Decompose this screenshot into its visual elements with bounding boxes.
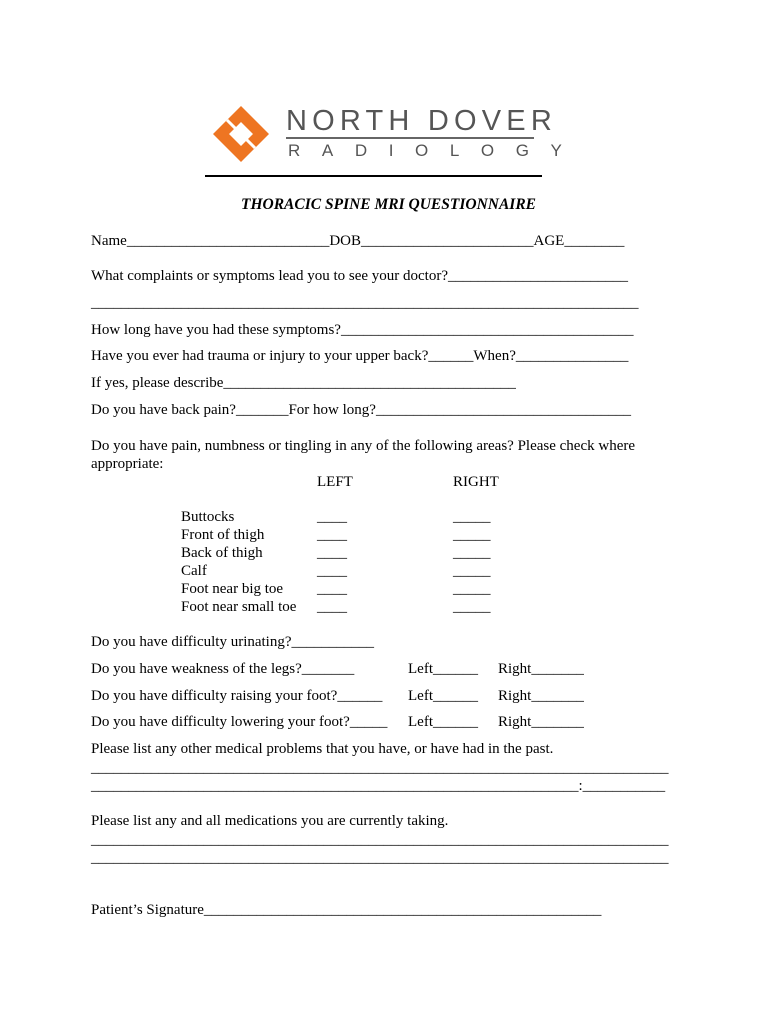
- left-check-blank[interactable]: ____: [317, 509, 347, 525]
- right-check-blank[interactable]: _____: [453, 509, 491, 525]
- left-column-header: LEFT: [317, 474, 353, 490]
- lowering-foot-left-blank[interactable]: Left______: [408, 714, 478, 730]
- medications-line[interactable]: _____________________________________________________________________________: [91, 832, 669, 848]
- lowering-foot-field[interactable]: Do you have difficulty lowering your foot?_____: [91, 714, 388, 730]
- area-label: Buttocks: [181, 509, 235, 525]
- pain-question: Do you have pain, numbness or tingling in any of the following areas? Please check where: [91, 438, 636, 454]
- left-check-blank[interactable]: ____: [317, 545, 347, 561]
- patient-signature-field[interactable]: Patient’s Signature_____________________________________________________: [91, 902, 602, 918]
- medications-line[interactable]: _____________________________________________________________________________: [91, 850, 669, 866]
- brand-name-radiology: RADIOLOGY: [288, 141, 584, 160]
- diamond-logo-icon: [210, 104, 272, 164]
- area-label: Foot near small toe: [181, 599, 297, 615]
- right-column-header: RIGHT: [453, 474, 499, 490]
- leg-weakness-left-blank[interactable]: Left______: [408, 661, 478, 677]
- brand-name-north-dover: NORTH DOVER: [286, 105, 557, 137]
- name-dob-age-line[interactable]: Name___________________________DOB_______________________AGE________: [91, 233, 625, 249]
- brand-divider: [286, 137, 534, 139]
- symptom-duration-field[interactable]: How long have you had these symptoms?_______________________________________: [91, 322, 634, 338]
- right-check-blank[interactable]: _____: [453, 581, 491, 597]
- complaints-field[interactable]: What complaints or symptoms lead you to see your doctor?________________________: [91, 268, 629, 284]
- trauma-field[interactable]: Have you ever had trauma or injury to your upper back?______When?_______________: [91, 348, 629, 364]
- area-label: Back of thigh: [181, 545, 263, 561]
- leg-weakness-field[interactable]: Do you have weakness of the legs?_______: [91, 661, 355, 677]
- form-title: THORACIC SPINE MRI QUESTIONNAIRE: [241, 196, 537, 213]
- right-check-blank[interactable]: _____: [453, 599, 491, 615]
- raising-foot-right-blank[interactable]: Right_______: [498, 688, 584, 704]
- complaints-continuation-line[interactable]: _________________________________________________________________________: [91, 295, 639, 311]
- urinating-field[interactable]: Do you have difficulty urinating?___________: [91, 634, 375, 650]
- back-pain-field[interactable]: Do you have back pain?_______For how long?__________________________________: [91, 402, 631, 418]
- header-rule: [205, 175, 542, 177]
- area-label: Foot near big toe: [181, 581, 284, 597]
- medical-problems-line[interactable]: _____________________________________________________________________________: [91, 760, 669, 776]
- area-label: Calf: [181, 563, 207, 579]
- left-check-blank[interactable]: ____: [317, 599, 347, 615]
- right-check-blank[interactable]: _____: [453, 527, 491, 543]
- raising-foot-left-blank[interactable]: Left______: [408, 688, 478, 704]
- medications-prompt: Please list any and all medications you are currently taking.: [91, 813, 449, 829]
- pain-question-cont: appropriate:: [91, 456, 164, 472]
- area-label: Front of thigh: [181, 527, 265, 543]
- left-check-blank[interactable]: ____: [317, 581, 347, 597]
- lowering-foot-right-blank[interactable]: Right_______: [498, 714, 584, 730]
- trauma-description-field[interactable]: If yes, please describe_______________________________________: [91, 375, 516, 391]
- leg-weakness-right-blank[interactable]: Right_______: [498, 661, 584, 677]
- left-check-blank[interactable]: ____: [317, 563, 347, 579]
- medical-problems-prompt: Please list any other medical problems that you have, or have had in the past.: [91, 741, 554, 757]
- north-dover-radiology-logo: [210, 104, 272, 169]
- medical-problems-line[interactable]: _________________________________________________________________:___________: [91, 778, 666, 794]
- right-check-blank[interactable]: _____: [453, 545, 491, 561]
- right-check-blank[interactable]: _____: [453, 563, 491, 579]
- left-check-blank[interactable]: ____: [317, 527, 347, 543]
- raising-foot-field[interactable]: Do you have difficulty raising your foot?______: [91, 688, 383, 704]
